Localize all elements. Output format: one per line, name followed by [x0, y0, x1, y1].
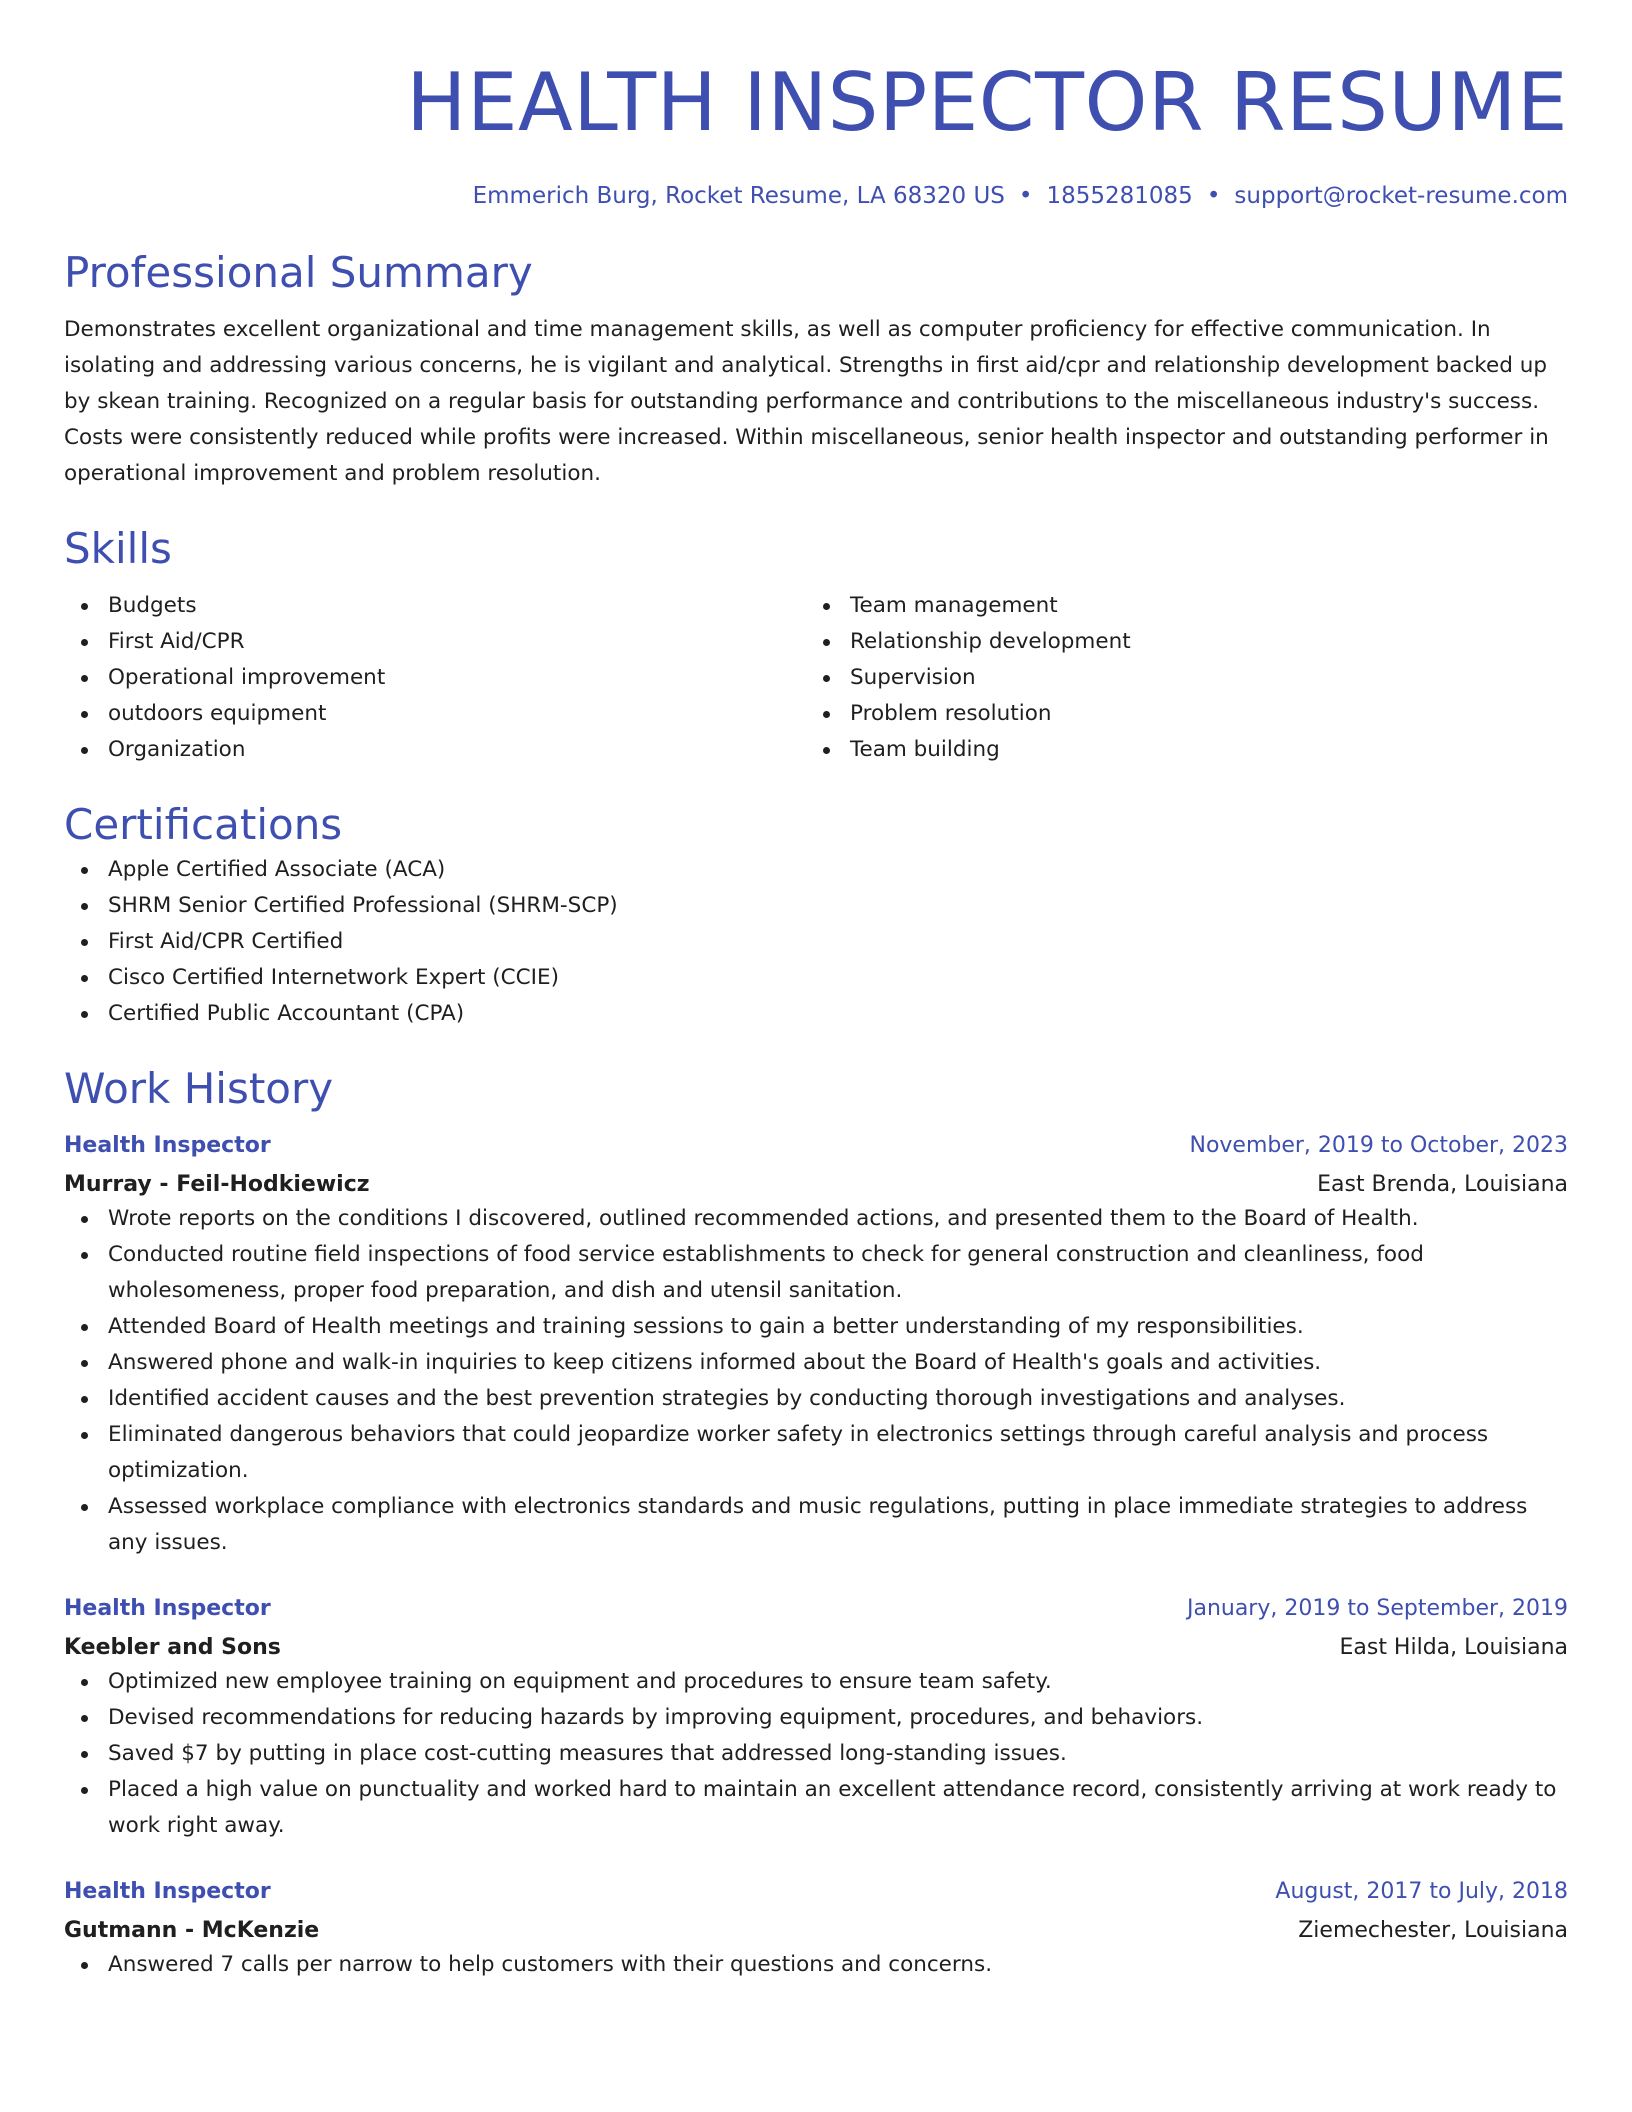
job-dates: January, 2019 to September, 2019 [1186, 1596, 1568, 1621]
job-subheader-row [64, 1625, 1568, 1664]
resume-title: HEALTH INSPECTOR RESUME [406, 56, 1568, 149]
job-subheader-row [64, 1908, 1568, 1947]
job-bullets [64, 1201, 1568, 1561]
job-title: Health Inspector [64, 1879, 271, 1904]
skill-item: Team management [806, 588, 1566, 624]
skill-item: outdoors equipment [64, 696, 806, 732]
job-bullet: Conducted routine field inspections of food service establishments to check for general construction and cleanliness, food wholesomeness, proper food preparation, and dish and utensil sanitation. [64, 1237, 1568, 1309]
certification-item: Cisco Certified Internetwork Expert (CCIE) [64, 960, 1568, 996]
contact-email[interactable]: support@rocket-resume.com [1234, 183, 1568, 209]
job-header-row [64, 1876, 1568, 1908]
certification-item: Certified Public Accountant (CPA) [64, 996, 1568, 1032]
job-bullets [64, 1664, 1568, 1844]
contact-separator: • [1018, 183, 1033, 209]
job-dates: August, 2017 to July, 2018 [1275, 1879, 1568, 1904]
skill-item: Supervision [806, 660, 1566, 696]
work-history-heading: Work History [64, 1064, 334, 1113]
job-bullet: Wrote reports on the conditions I discovered, outlined recommended actions, and presented them to the Board of Health. [64, 1201, 1568, 1237]
job-bullet: Eliminated dangerous behaviors that could jeopardize worker safety in electronics settings through careful analysis and process optimization. [64, 1417, 1568, 1489]
job-bullet: Placed a high value on punctuality and worked hard to maintain an excellent attendance record, consistently arriving at work ready to work right away. [64, 1772, 1568, 1844]
contact-phone: 1855281085 [1046, 183, 1193, 209]
job-location: Ziemechester, Louisiana [1298, 1918, 1568, 1943]
skill-item: Operational improvement [64, 660, 806, 696]
certifications-list [64, 852, 1568, 1032]
certifications-heading: Certifications [64, 800, 343, 849]
job-title: Health Inspector [64, 1133, 271, 1158]
job-entry [64, 1130, 1568, 1561]
certification-item: First Aid/CPR Certified [64, 924, 1568, 960]
summary-heading: Professional Summary [64, 248, 533, 297]
job-bullet: Attended Board of Health meetings and training sessions to gain a better understanding of my responsibilities. [64, 1309, 1568, 1345]
skill-item: Organization [64, 732, 806, 768]
job-location: East Hilda, Louisiana [1339, 1635, 1568, 1660]
job-bullet: Assessed workplace compliance with electronics standards and music regulations, putting in place immediate strategies to address any issues. [64, 1489, 1568, 1561]
job-bullet: Answered phone and walk-in inquiries to keep citizens informed about the Board of Health's goals and activities. [64, 1345, 1568, 1381]
summary-text: Demonstrates excellent organizational and time management skills, as well as computer proficiency for effective communication. In isolating and addressing various concerns, he is vigilant and analytical. Strengths in first aid/cpr and relationship development backed up by skean training. Recognized on a regular basis for outstanding performance and contributions to the miscellaneous industry's success. Costs were consistently reduced while profits were increased. Within miscellaneous, senior health inspector and outstanding performer in operational improvement and problem resolution. [64, 317, 1549, 486]
certification-item: Apple Certified Associate (ACA) [64, 852, 1568, 888]
skill-item: First Aid/CPR [64, 624, 806, 660]
job-subheader-row [64, 1162, 1568, 1201]
job-bullets [64, 1947, 1568, 1983]
job-bullet: Saved $7 by putting in place cost-cutting measures that addressed long-standing issues. [64, 1736, 1568, 1772]
job-bullet: Identified accident causes and the best prevention strategies by conducting thorough investigations and analyses. [64, 1381, 1568, 1417]
job-bullet: Answered 7 calls per narrow to help customers with their questions and concerns. [64, 1947, 1568, 1983]
job-company: Murray - Feil-Hodkiewicz [64, 1172, 370, 1197]
certification-item: SHRM Senior Certified Professional (SHRM-SCP) [64, 888, 1568, 924]
job-title: Health Inspector [64, 1596, 271, 1621]
skill-item: Budgets [64, 588, 806, 624]
job-company: Gutmann - McKenzie [64, 1918, 320, 1943]
job-header-row [64, 1130, 1568, 1162]
job-company: Keebler and Sons [64, 1635, 281, 1660]
skills-heading: Skills [64, 524, 172, 573]
job-entry [64, 1593, 1568, 1844]
job-bullet: Optimized new employee training on equipment and procedures to ensure team safety. [64, 1664, 1568, 1700]
contact-line [64, 180, 1568, 212]
job-entry [64, 1876, 1568, 1983]
skills-list-left [64, 588, 806, 768]
contact-address: Emmerich Burg, Rocket Resume, LA 68320 US [472, 183, 1005, 209]
skill-item: Team building [806, 732, 1566, 768]
job-bullet: Devised recommendations for reducing hazards by improving equipment, procedures, and behaviors. [64, 1700, 1568, 1736]
job-header-row [64, 1593, 1568, 1625]
job-location: East Brenda, Louisiana [1317, 1172, 1568, 1197]
skill-item: Relationship development [806, 624, 1566, 660]
contact-separator: • [1206, 183, 1221, 209]
skill-item: Problem resolution [806, 696, 1566, 732]
skills-grid [64, 588, 1568, 768]
skills-list-right [806, 588, 1566, 768]
job-dates: November, 2019 to October, 2023 [1189, 1133, 1568, 1158]
